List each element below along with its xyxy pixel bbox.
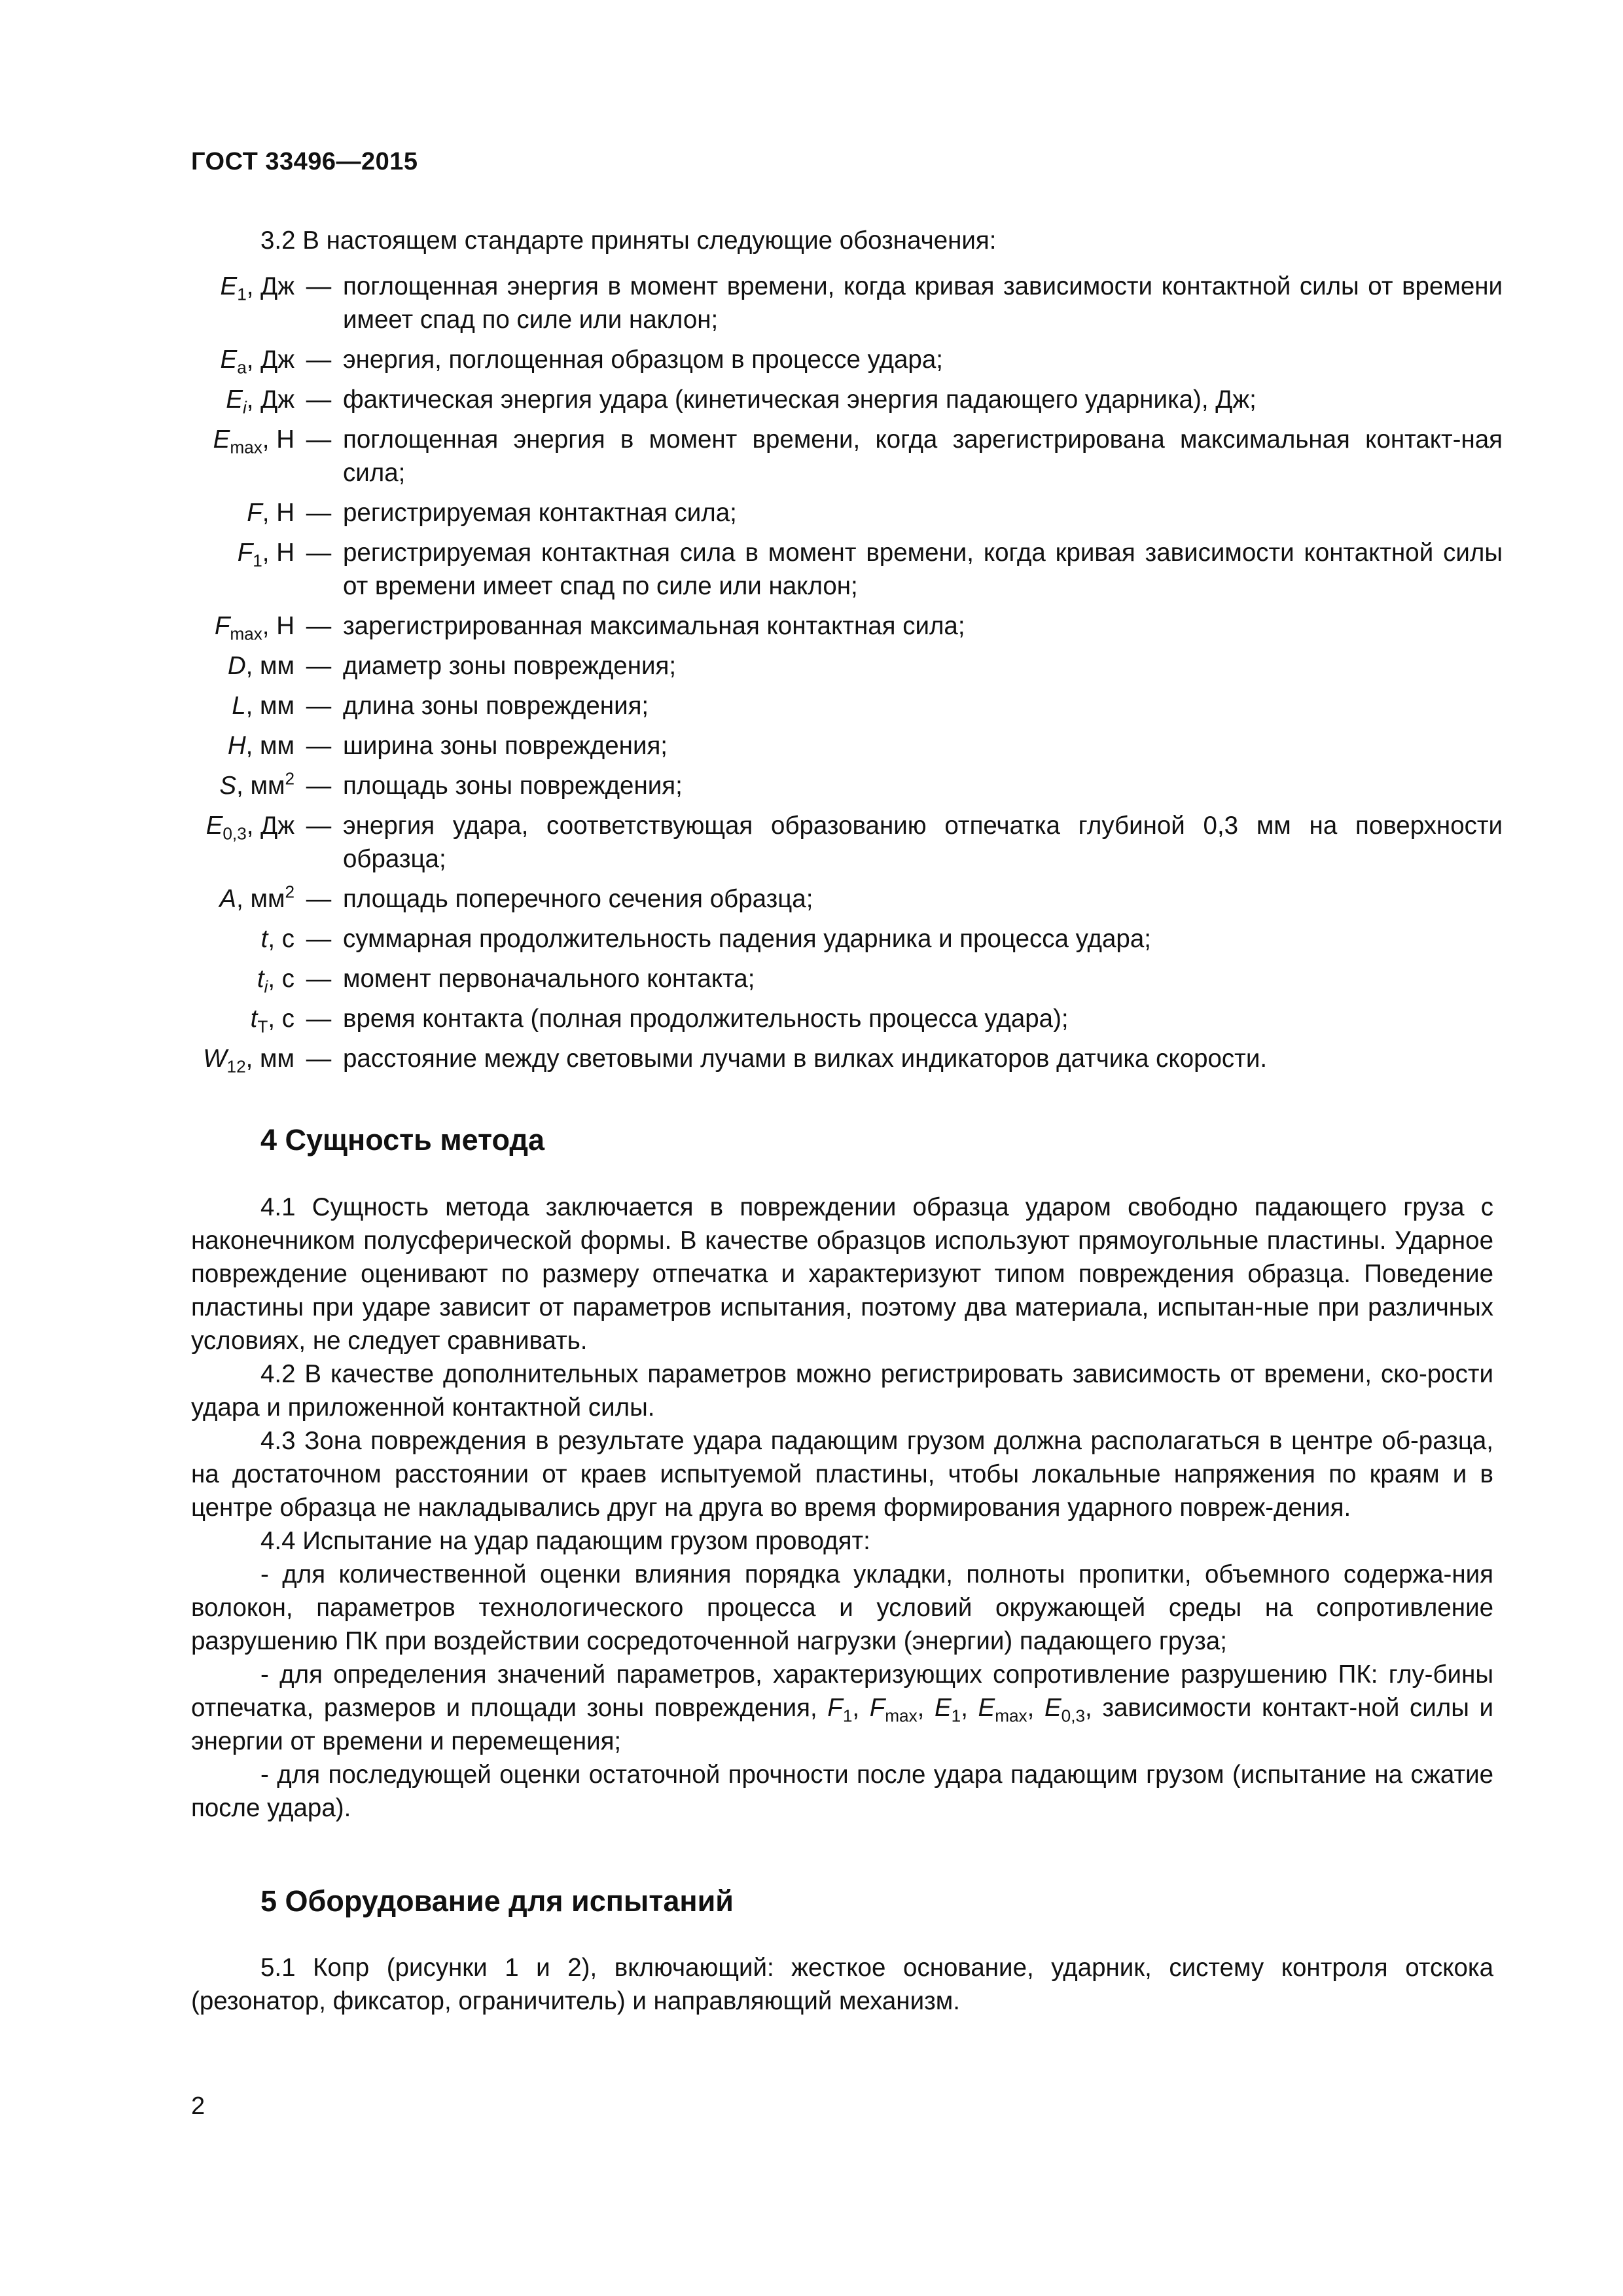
symbol-unit: , мм [245,692,294,720]
definition-dash: — [306,692,332,720]
symbol-unit: , Дж [246,272,294,300]
definition-text: диаметр зоны повреждения; [343,652,677,680]
definition-row [118,1042,1505,1075]
definition-dash: — [306,732,332,760]
symbol-subscript: max [230,624,262,644]
definition-dash: — [306,539,332,567]
paragraph-4-1: 4.1 Сущность метода заключается в повреждении образца ударом свободно падающего груза с наконечником полусферической формы. В качестве образцов используют прямоугольные пластины. Ударное повреждение оценивают по размеру отпечатка и характеризуют типом повреждения образца. Поведение пластины при ударе зависит от параметров испытания, поэтому два материала, испытан-ные при различных условиях, не следует сравнивать. [191,1193,1493,1355]
bullet-4-4-2-tail: , зависимости контакт-ной силы и энергии от времени и перемещения; [191,1694,1493,1755]
section-3-2-intro: 3.2 В настоящем стандарте приняты следующие обозначения: [260,226,997,255]
separator: , [852,1694,870,1722]
definition-symbol [118,769,294,802]
symbol-unit: , с [268,965,294,993]
symbol-letter: F [237,539,253,567]
definition-symbol [118,649,294,683]
separator: , [917,1694,935,1722]
symbol-subscript: 1 [951,1706,961,1726]
definition-dash: — [306,1045,332,1073]
symbol-letter: W [203,1045,227,1073]
definition-symbol [118,609,294,643]
definition-dash: — [306,812,332,840]
symbol-letter: E [220,346,238,374]
symbol-subscript: i [264,977,268,997]
definition-row [118,270,1505,336]
definition-symbol [118,423,294,456]
symbol-unit: , мм [245,732,294,760]
definition-row [118,962,1505,996]
section-4-body [191,1191,1493,1825]
definition-text: площадь зоны повреждения; [343,772,683,800]
definition-text: регистрируемая контактная сила; [343,499,737,527]
definition-text: энергия, поглощенная образцом в процессе удара; [343,346,943,374]
definition-row [118,729,1505,762]
definition-text: длина зоны повреждения; [343,692,649,720]
symbol-unit: , Дж [246,346,294,374]
bullet-4-4-2-lead: - для определения значений параметров, характеризующих сопротивление разрушению ПК: глу-бины отпечатка, размеров и площади зоны повреждения, [191,1660,1493,1722]
paragraph-4-4: 4.4 Испытание на удар падающим грузом проводят: [260,1527,870,1555]
paragraph-4-2: 4.2 В качестве дополнительных параметров можно регистрировать зависимость от времени, ско-рости удара и приложенной контактной силы. [191,1360,1493,1422]
symbol-unit: , Дж [246,812,294,840]
definition-symbol [118,1002,294,1035]
definition-symbol [118,962,294,996]
definition-dash: — [306,346,332,374]
symbol-unit: , мм [236,885,285,913]
section-5-title: 5 Оборудование для испытаний [260,1884,734,1918]
unit-superscript: 2 [285,768,294,789]
symbol-subscript: a [237,357,247,378]
symbol-subscript: 1 [842,1706,853,1726]
symbol-subscript: 1 [253,550,262,571]
definition-row [118,1002,1505,1035]
symbol-unit: , Н [262,425,294,454]
symbol-subscript: 1 [237,284,247,304]
definition-symbol [118,809,294,842]
symbol-letter: t [257,965,264,993]
definition-symbol [118,729,294,762]
symbol-subscript: 12 [226,1056,246,1077]
definition-dash: — [306,925,332,953]
definition-row [118,882,1505,916]
definition-dash: — [306,499,332,527]
definition-symbol [118,922,294,956]
definition-text: суммарная продолжительность падения ударника и процесса удара; [343,925,1151,953]
symbol-subscript: max [230,437,262,457]
definition-row [118,922,1505,956]
symbol-subscript: 0,3 [1061,1706,1086,1726]
symbol-subscript: max [885,1706,918,1726]
definition-row [118,343,1505,376]
definition-dash: — [306,386,332,414]
symbol-unit: , Дж [246,386,294,414]
definition-row [118,423,1505,490]
unit-superscript: 2 [285,882,294,902]
symbol-subscript: max [995,1706,1027,1726]
definition-text: фактическая энергия удара (кинетическая энергия падающего ударника), Дж; [343,386,1257,414]
definition-symbol [118,882,294,916]
section-4-title: 4 Сущность метода [260,1123,544,1157]
symbol-subscript: T [257,1016,268,1037]
definition-dash: — [306,965,332,993]
definition-dash: — [306,772,332,800]
definition-text: время контакта (полная продолжительность процесса удара); [343,1005,1069,1033]
symbol-unit: , Н [262,612,294,640]
document-header: ГОСТ 33496—2015 [191,148,418,175]
symbol-unit: , с [268,1005,294,1033]
section-5-body [191,1951,1493,2018]
symbol-unit: , Н [262,539,294,567]
symbol-subscript: i [242,397,247,418]
definition-symbol [118,536,294,569]
definition-dash: — [306,652,332,680]
symbol-letter: A [219,885,237,913]
symbol-unit: , мм [236,772,285,800]
symbol-letter: E [226,386,243,414]
paragraph-5-1: 5.1 Копр (рисунки 1 и 2), включающий: жесткое основание, ударник, систему контроля отскока (резонатор, фиксатор, ограничитель) и направляющий механизм. [191,1954,1493,2015]
definition-symbol [118,343,294,376]
separator: , [1027,1694,1044,1722]
page-number: 2 [191,2092,205,2120]
symbol-letter: F [247,499,262,527]
definition-text: энергия удара, соответствующая образованию отпечатка глубиной 0,3 мм на поверхности образца; [343,812,1503,873]
definition-text: ширина зоны повреждения; [343,732,668,760]
definition-text: поглощенная энергия в момент времени, когда кривая зависимости контактной силы от времени имеет спад по силе или наклон; [343,272,1503,334]
definition-row [118,649,1505,683]
symbol-unit: , с [268,925,294,953]
symbol: E [978,1694,995,1722]
symbol-letter: S [219,772,237,800]
definition-row [118,383,1505,416]
symbol-letter: t [260,925,268,953]
definition-text: момент первоначального контакта; [343,965,755,993]
symbol-letter: D [227,652,246,680]
definition-dash: — [306,1005,332,1033]
symbol-letter: F [214,612,230,640]
definition-row [118,536,1505,603]
definition-row [118,809,1505,876]
symbol: F [827,1694,843,1722]
symbol: F [869,1694,885,1722]
definition-dash: — [306,885,332,913]
symbol-unit: , мм [245,652,294,680]
symbol: E [1044,1694,1061,1722]
symbol-letter: E [205,812,223,840]
bullet-4-4-1: - для количественной оценки влияния порядка укладки, полноты пропитки, объемного содержа-ния волокон, параметров технологического процесса и условий окружающей среды на сопротивление разрушению ПК при воздействии сосредоточенной нагрузки (энергии) падающего груза; [191,1560,1493,1655]
symbol-unit: , Н [262,499,294,527]
bullet-4-4-3: - для последующей оценки остаточной прочности после удара падающим грузом (испытание на сжатие после удара). [191,1761,1493,1822]
definition-symbol [118,689,294,723]
definition-text: поглощенная энергия в момент времени, когда зарегистрирована максимальная контакт-ная сила; [343,425,1503,487]
definition-dash: — [306,425,332,454]
symbol-letter: E [220,272,238,300]
symbol: E [934,1694,952,1722]
symbol-letter: E [213,425,230,454]
definition-dash: — [306,612,332,640]
definition-symbol [118,496,294,529]
symbol-unit: , мм [245,1045,294,1073]
definition-text: регистрируемая контактная сила в момент времени, когда кривая зависимости контактной силы от времени имеет спад по силе или наклон; [343,539,1503,600]
symbol-letter: t [250,1005,258,1033]
separator: , [961,1694,978,1722]
definition-text: площадь поперечного сечения образца; [343,885,813,913]
symbol-letter: H [227,732,246,760]
bullet-4-4-2 [191,1658,1493,1758]
definition-row [118,689,1505,723]
definition-row [118,496,1505,529]
definition-symbol [118,383,294,416]
paragraph-4-3: 4.3 Зона повреждения в результате удара падающим грузом должна располагаться в центре об-разца, на достаточном расстоянии от краев испытуемой пластины, чтобы локальные напряжения по краям и в центре образца не накладывались друг на друга во время формирования ударного повреж-дения. [191,1427,1493,1522]
definition-row [118,609,1505,643]
definition-text: зарегистрированная максимальная контактная сила; [343,612,965,640]
definitions-list [118,270,1505,1082]
definition-row [118,769,1505,802]
definition-symbol [118,1042,294,1075]
definition-symbol [118,270,294,303]
symbol-letter: L [232,692,246,720]
definition-dash: — [306,272,332,300]
symbol-subscript: 0,3 [223,823,247,844]
definition-text: расстояние между световыми лучами в вилках индикаторов датчика скорости. [343,1045,1268,1073]
